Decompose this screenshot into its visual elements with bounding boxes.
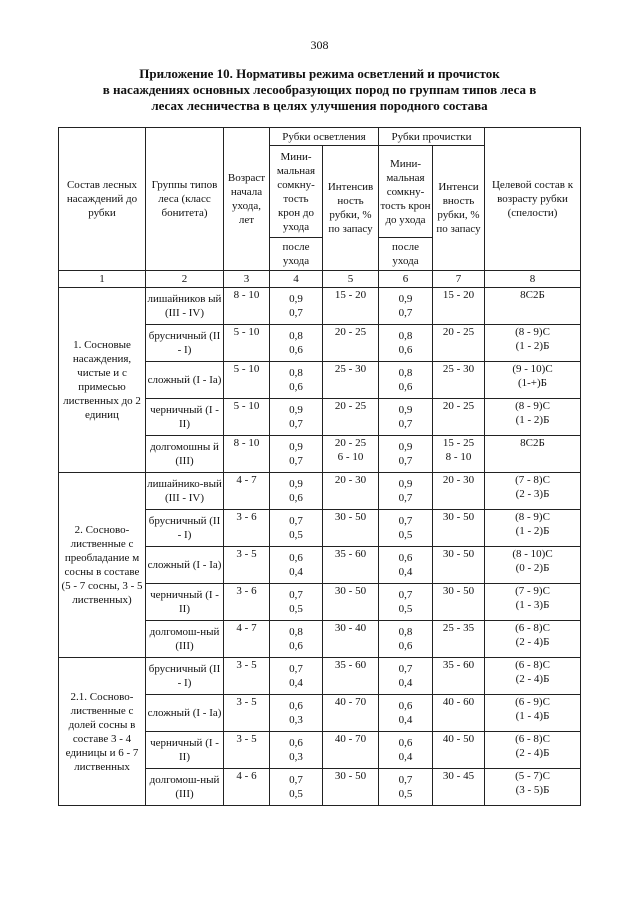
density-osv-value: 0,7 xyxy=(289,663,303,675)
density-proch xyxy=(379,769,433,806)
density-proch-value: 0,9 xyxy=(398,293,413,305)
density-proch-value: 0,7 xyxy=(398,515,413,527)
intensity-proch xyxy=(433,399,485,436)
density-proch xyxy=(379,362,433,399)
density-osv-value: 0,9 xyxy=(289,441,303,453)
density-osv-value: 0,4 xyxy=(289,566,303,578)
density-osv xyxy=(270,621,323,658)
intensity-proch xyxy=(433,436,485,473)
intensity-proch xyxy=(433,325,485,362)
density-osv-value: 0,8 xyxy=(289,330,303,342)
intensity-osv xyxy=(323,473,379,510)
target-composition xyxy=(485,325,581,362)
title-line: Приложение 10. Нормативы режима осветлений и прочисток xyxy=(139,66,500,81)
intensity-osv-value: 40 - 70 xyxy=(334,696,367,708)
col-number: 7 xyxy=(433,271,485,288)
density-osv xyxy=(270,325,323,362)
intensity-osv-value: 15 - 20 xyxy=(334,289,367,301)
start-age xyxy=(224,769,270,806)
density-osv-value: 0,8 xyxy=(289,367,303,379)
col-number: 1 xyxy=(59,271,146,288)
intensity-proch-value: 40 - 60 xyxy=(442,696,475,708)
forest-type xyxy=(146,658,224,695)
density-osv xyxy=(270,473,323,510)
table-row xyxy=(59,288,581,325)
start-age-value: 5 - 10 xyxy=(233,400,260,412)
forest-type xyxy=(146,769,224,806)
intensity-osv xyxy=(323,288,379,325)
density-osv-value: 0,5 xyxy=(289,788,303,800)
target-composition-value: (8 - 9)С xyxy=(515,400,550,412)
target-composition-value: (8 - 10)С xyxy=(512,548,553,560)
start-age-value: 8 - 10 xyxy=(233,437,260,449)
density-osv-value: 0,4 xyxy=(289,677,303,689)
title-line: лесах лесничества в целях улучшения породного состава xyxy=(151,98,488,113)
forest-type xyxy=(146,362,224,399)
density-osv-value: 0,9 xyxy=(289,293,303,305)
density-proch-value: 0,4 xyxy=(398,677,413,689)
density-proch-value: 0,9 xyxy=(398,478,413,490)
density-osv xyxy=(270,584,323,621)
start-age-value: 4 - 6 xyxy=(236,770,257,782)
start-age xyxy=(224,399,270,436)
target-composition-value: (8 - 9)С xyxy=(515,511,550,523)
group-name: 1. Сосновые насаждения, чистые и с примесью лиственных до 2 единиц xyxy=(59,288,146,473)
density-proch xyxy=(379,547,433,584)
start-age-value: 3 - 5 xyxy=(236,659,257,671)
header-min-density-proch: Мини-мальная сомкну-тость крон до ухода xyxy=(379,146,433,238)
density-proch-value: 0,5 xyxy=(398,603,413,615)
density-proch xyxy=(379,436,433,473)
forest-type-value: сложный (I - Iа) xyxy=(147,374,222,386)
density-proch-value: 0,7 xyxy=(398,663,413,675)
target-composition xyxy=(485,288,581,325)
target-composition-value: (7 - 8)С xyxy=(515,474,550,486)
density-osv xyxy=(270,362,323,399)
intensity-proch xyxy=(433,288,485,325)
forest-type-value: черничный (I - II) xyxy=(150,589,219,615)
density-proch xyxy=(379,621,433,658)
density-proch-value: 0,7 xyxy=(398,774,413,786)
intensity-proch-value: 25 - 35 xyxy=(442,622,475,634)
forest-type xyxy=(146,732,224,769)
target-composition xyxy=(485,510,581,547)
intensity-proch xyxy=(433,584,485,621)
target-composition-value: (5 - 7)С xyxy=(515,770,550,782)
density-osv-value: 0,9 xyxy=(289,478,303,490)
density-osv-value: 0,3 xyxy=(289,714,303,726)
density-osv-value: 0,6 xyxy=(289,700,303,712)
forest-type-value: сложный (I - Iа) xyxy=(147,559,222,571)
target-composition-value: (2 - 4)Б xyxy=(515,673,550,685)
intensity-proch xyxy=(433,362,485,399)
group-name: 2.1. Сосново-лиственные с долей сосны в составе 3 - 4 единицы и 6 - 7 лиственных xyxy=(59,658,146,806)
intensity-osv-value: 20 - 25 xyxy=(334,326,367,338)
header-intensity-proch: Интенси вность рубки, % по запасу xyxy=(433,146,485,271)
forest-type-value: черничный (I - II) xyxy=(150,737,219,763)
density-osv xyxy=(270,695,323,732)
target-composition xyxy=(485,584,581,621)
density-proch-value: 0,8 xyxy=(398,367,413,379)
intensity-proch-value: 40 - 50 xyxy=(442,733,475,745)
start-age xyxy=(224,584,270,621)
target-composition xyxy=(485,436,581,473)
target-composition-value: (1-+)Б xyxy=(517,377,547,389)
intensity-osv-value: 25 - 30 xyxy=(334,363,367,375)
target-composition-value: (2 - 4)Б xyxy=(515,636,550,648)
start-age xyxy=(224,621,270,658)
header-min-density-osv: Мини-мальная сомкну-тость крон до ухода xyxy=(270,146,323,238)
target-composition-value: (1 - 2)Б xyxy=(515,340,550,352)
density-osv-value: 0,9 xyxy=(289,404,303,416)
intensity-proch xyxy=(433,732,485,769)
header-composition: Состав лесных насаждений до рубки xyxy=(59,128,146,271)
forest-type xyxy=(146,473,224,510)
intensity-osv-value: 20 - 30 xyxy=(334,474,367,486)
intensity-proch-value: 8 - 10 xyxy=(445,451,472,463)
target-composition xyxy=(485,399,581,436)
target-composition-value: (7 - 9)С xyxy=(515,585,550,597)
target-composition-value: (1 - 2)Б xyxy=(515,414,550,426)
start-age xyxy=(224,473,270,510)
start-age-value: 3 - 5 xyxy=(236,733,257,745)
density-osv-value: 0,5 xyxy=(289,529,303,541)
intensity-proch xyxy=(433,547,485,584)
target-composition-value: 8С2Б xyxy=(520,289,545,301)
density-osv-value: 0,6 xyxy=(289,492,303,504)
intensity-osv xyxy=(323,399,379,436)
intensity-osv-value: 30 - 40 xyxy=(334,622,367,634)
density-proch-value: 0,4 xyxy=(398,566,413,578)
density-osv-value: 0,7 xyxy=(289,307,303,319)
intensity-proch xyxy=(433,769,485,806)
group-name: 2. Сосново-лиственные с преобладание м сосны в составе (5 - 7 сосны, 3 - 5 лиственных) xyxy=(59,473,146,658)
density-proch-value: 0,6 xyxy=(398,700,413,712)
density-osv-value: 0,7 xyxy=(289,455,303,467)
intensity-osv-value: 40 - 70 xyxy=(334,733,367,745)
target-composition-value: (3 - 5)Б xyxy=(515,784,550,796)
col-number: 4 xyxy=(270,271,323,288)
norms-table xyxy=(58,127,581,806)
forest-type xyxy=(146,621,224,658)
density-proch xyxy=(379,473,433,510)
target-composition xyxy=(485,362,581,399)
col-number: 8 xyxy=(485,271,581,288)
density-proch xyxy=(379,399,433,436)
density-proch-value: 0,8 xyxy=(398,626,413,638)
intensity-proch-value: 35 - 60 xyxy=(442,659,475,671)
density-proch-value: 0,6 xyxy=(398,737,413,749)
density-osv-value: 0,6 xyxy=(289,552,303,564)
intensity-proch xyxy=(433,658,485,695)
density-proch-value: 0,4 xyxy=(398,751,413,763)
density-proch-value: 0,9 xyxy=(398,404,413,416)
header-start-age: Возраст начала ухода, лет xyxy=(224,128,270,271)
intensity-proch-value: 20 - 30 xyxy=(442,474,475,486)
density-proch xyxy=(379,732,433,769)
table-body xyxy=(59,288,581,806)
density-proch-value: 0,8 xyxy=(398,330,413,342)
density-proch xyxy=(379,325,433,362)
density-osv xyxy=(270,769,323,806)
target-composition-value: (1 - 2)Б xyxy=(515,525,550,537)
density-proch-value: 0,6 xyxy=(398,381,413,393)
start-age-value: 3 - 6 xyxy=(236,511,257,523)
target-composition-value: (6 - 9)С xyxy=(515,696,550,708)
intensity-proch-value: 30 - 50 xyxy=(442,585,475,597)
header-forest-type: Группы типов леса (класс бонитета) xyxy=(146,128,224,271)
intensity-proch-value: 30 - 45 xyxy=(442,770,475,782)
document-title xyxy=(30,66,609,114)
forest-type-value: долгомош-ный (III) xyxy=(149,626,220,652)
intensity-osv-value: 35 - 60 xyxy=(334,659,367,671)
intensity-osv xyxy=(323,732,379,769)
intensity-proch-value: 30 - 50 xyxy=(442,511,475,523)
start-age xyxy=(224,732,270,769)
target-composition xyxy=(485,547,581,584)
target-composition-value: (2 - 4)Б xyxy=(515,747,550,759)
intensity-osv xyxy=(323,695,379,732)
intensity-osv-value: 30 - 50 xyxy=(334,585,367,597)
forest-type xyxy=(146,547,224,584)
intensity-proch xyxy=(433,695,485,732)
start-age xyxy=(224,325,270,362)
intensity-proch-value: 25 - 30 xyxy=(442,363,475,375)
header-after-osv: после ухода xyxy=(270,238,323,271)
intensity-osv xyxy=(323,621,379,658)
target-composition-value: (6 - 8)С xyxy=(515,659,550,671)
density-osv-value: 0,3 xyxy=(289,751,303,763)
start-age-value: 8 - 10 xyxy=(233,289,260,301)
forest-type xyxy=(146,436,224,473)
target-composition-value: (1 - 3)Б xyxy=(515,599,550,611)
forest-type xyxy=(146,288,224,325)
intensity-osv xyxy=(323,584,379,621)
density-osv xyxy=(270,436,323,473)
intensity-osv xyxy=(323,769,379,806)
start-age-value: 5 - 10 xyxy=(233,326,260,338)
forest-type-value: лишайников ый (III - IV) xyxy=(147,293,222,319)
col-number: 5 xyxy=(323,271,379,288)
target-composition-value: (2 - 3)Б xyxy=(515,488,550,500)
header-thinning: Рубки прочистки xyxy=(379,128,485,146)
density-proch-value: 0,7 xyxy=(398,492,413,504)
target-composition xyxy=(485,621,581,658)
target-composition-value: 8С2Б xyxy=(520,437,545,449)
forest-type-value: долгомошны й (III) xyxy=(150,441,219,467)
start-age-value: 3 - 5 xyxy=(236,696,257,708)
forest-type-value: брусничный (II - I) xyxy=(148,663,221,689)
start-age xyxy=(224,436,270,473)
start-age-value: 4 - 7 xyxy=(236,622,257,634)
density-osv-value: 0,6 xyxy=(289,640,303,652)
density-proch xyxy=(379,584,433,621)
col-number: 3 xyxy=(224,271,270,288)
density-osv xyxy=(270,510,323,547)
start-age-value: 4 - 7 xyxy=(236,474,257,486)
target-composition-value: (6 - 8)С xyxy=(515,733,550,745)
header-after-proch: после ухода xyxy=(379,238,433,271)
target-composition xyxy=(485,769,581,806)
page-number: 308 xyxy=(310,38,329,52)
density-proch-value: 0,6 xyxy=(398,344,413,356)
start-age xyxy=(224,658,270,695)
density-osv xyxy=(270,547,323,584)
density-proch xyxy=(379,695,433,732)
target-composition-value: (8 - 9)С xyxy=(515,326,550,338)
forest-type-value: сложный (I - Iа) xyxy=(147,707,222,719)
header-target: Целевой состав к возрасту рубки (спелости) xyxy=(485,128,581,271)
start-age xyxy=(224,362,270,399)
intensity-proch-value: 30 - 50 xyxy=(442,548,475,560)
forest-type xyxy=(146,510,224,547)
col-number: 6 xyxy=(379,271,433,288)
target-composition xyxy=(485,658,581,695)
start-age xyxy=(224,510,270,547)
density-proch-value: 0,4 xyxy=(398,714,413,726)
intensity-proch-value: 20 - 25 xyxy=(442,400,475,412)
header-cleaning: Рубки осветления xyxy=(270,128,379,146)
col-number: 2 xyxy=(146,271,224,288)
target-composition xyxy=(485,695,581,732)
density-osv xyxy=(270,658,323,695)
forest-type-value: черничный (I - II) xyxy=(150,404,219,430)
density-proch-value: 0,9 xyxy=(398,441,413,453)
start-age-value: 3 - 5 xyxy=(236,548,257,560)
forest-type-value: долгомош-ный (III) xyxy=(149,774,220,800)
table-row xyxy=(59,473,581,510)
density-osv-value: 0,6 xyxy=(289,381,303,393)
intensity-osv xyxy=(323,547,379,584)
density-osv-value: 0,6 xyxy=(289,737,303,749)
density-osv xyxy=(270,399,323,436)
intensity-proch-value: 15 - 25 xyxy=(442,437,475,449)
target-composition-value: (0 - 2)Б xyxy=(515,562,550,574)
forest-type xyxy=(146,695,224,732)
density-osv-value: 0,7 xyxy=(289,589,303,601)
target-composition-value: (1 - 4)Б xyxy=(515,710,550,722)
density-osv-value: 0,5 xyxy=(289,603,303,615)
intensity-osv xyxy=(323,436,379,473)
density-proch xyxy=(379,288,433,325)
density-osv xyxy=(270,288,323,325)
density-proch-value: 0,7 xyxy=(398,307,413,319)
start-age-value: 3 - 6 xyxy=(236,585,257,597)
intensity-osv-value: 6 - 10 xyxy=(337,451,364,463)
target-composition-value: (6 - 8)С xyxy=(515,622,550,634)
header-intensity-osv: Интенсив ность рубки, % по запасу xyxy=(323,146,379,271)
intensity-osv xyxy=(323,510,379,547)
intensity-osv-value: 30 - 50 xyxy=(334,511,367,523)
density-proch-value: 0,7 xyxy=(398,418,413,430)
forest-type-value: лишайнико-вый (III - IV) xyxy=(147,478,222,504)
target-composition-value: (9 - 10)С xyxy=(512,363,553,375)
density-osv xyxy=(270,732,323,769)
density-osv-value: 0,7 xyxy=(289,515,303,527)
density-proch-value: 0,5 xyxy=(398,529,413,541)
density-proch-value: 0,6 xyxy=(398,640,413,652)
forest-type xyxy=(146,325,224,362)
density-proch-value: 0,5 xyxy=(398,788,413,800)
start-age xyxy=(224,288,270,325)
density-proch-value: 0,7 xyxy=(398,589,413,601)
intensity-proch xyxy=(433,621,485,658)
forest-type-value: брусничный (II - I) xyxy=(148,515,221,541)
start-age xyxy=(224,547,270,584)
density-proch xyxy=(379,658,433,695)
target-composition xyxy=(485,732,581,769)
density-osv-value: 0,8 xyxy=(289,626,303,638)
intensity-osv-value: 20 - 25 xyxy=(334,400,367,412)
density-osv-value: 0,7 xyxy=(289,418,303,430)
intensity-osv xyxy=(323,325,379,362)
intensity-osv-value: 20 - 25 xyxy=(334,437,367,449)
density-proch xyxy=(379,510,433,547)
target-composition xyxy=(485,473,581,510)
forest-type xyxy=(146,399,224,436)
forest-type xyxy=(146,584,224,621)
intensity-proch xyxy=(433,510,485,547)
density-proch-value: 0,6 xyxy=(398,552,413,564)
start-age-value: 5 - 10 xyxy=(233,363,260,375)
density-osv-value: 0,6 xyxy=(289,344,303,356)
intensity-osv xyxy=(323,362,379,399)
intensity-proch-value: 15 - 20 xyxy=(442,289,475,301)
intensity-osv-value: 30 - 50 xyxy=(334,770,367,782)
intensity-osv-value: 35 - 60 xyxy=(334,548,367,560)
density-osv-value: 0,7 xyxy=(289,774,303,786)
table-row xyxy=(59,658,581,695)
title-line: в насаждениях основных лесообразующих пород по группам типов леса в xyxy=(102,82,537,97)
intensity-osv xyxy=(323,658,379,695)
start-age xyxy=(224,695,270,732)
intensity-proch-value: 20 - 25 xyxy=(442,326,475,338)
density-proch-value: 0,7 xyxy=(398,455,413,467)
forest-type-value: брусничный (II - I) xyxy=(148,330,221,356)
intensity-proch xyxy=(433,473,485,510)
